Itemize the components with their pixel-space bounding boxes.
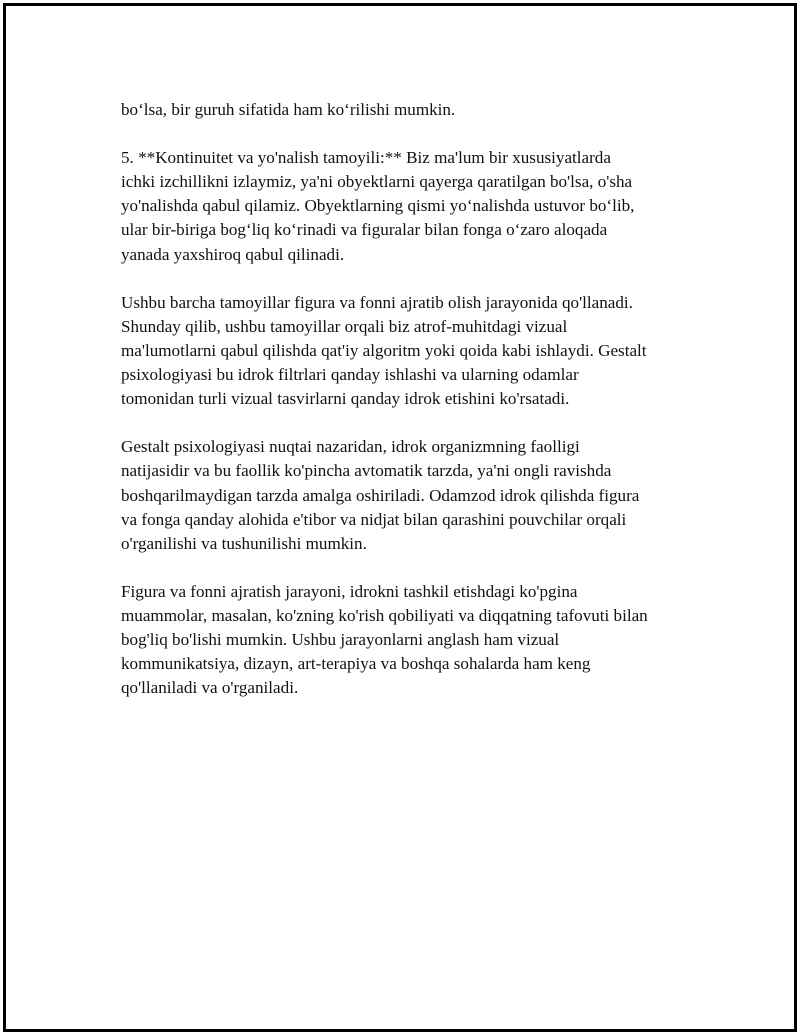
text-line: Gestalt psixologiyasi nuqtai nazaridan, idrok organizmning faolligi [121,437,580,457]
text-line: muammolar, masalan, ko'zning ko'rish qobiliyati va diqqatning tafovuti bilan [121,605,648,625]
paragraph-continuity-principle [121,146,701,266]
text-line: natijasidir va bu faollik ko'pincha avtomatik tarzda, ya'ni ongli ravishda [121,461,612,481]
paragraph-figure-ground-separation [121,580,701,700]
paragraph-continuation [121,98,701,122]
page-frame [3,3,797,1032]
text-line: ular bir-biriga bog‘liq ko‘rinadi va figuralar bilan fonga o‘zaro aloqada [121,220,608,240]
text-line: Figura va fonni ajratish jarayoni, idrokni tashkil etishdagi ko'pgina [121,581,578,601]
text-line: Shunday qilib, ushbu tamoyillar orqali biz atrof-muhitdagi vizual [121,316,568,336]
text-line: yo'nalishda qabul qilamiz. Obyektlarning qismi yo‘nalishda ustuvor bo‘lib, [121,196,635,216]
text-line: bo‘lsa, bir guruh sifatida ham ko‘rilishi mumkin. [121,100,456,119]
text-line: ichki izchillikni izlaymiz, ya'ni obyektlarni qayerga qaratilgan bo'lsa, o'sha [121,172,633,192]
text-line: psixologiyasi bu idrok filtrlari qanday ishlashi va ularning odamlar [121,365,579,385]
text-line: qo'llaniladi va o'rganiladi. [121,678,299,698]
text-line: Ushbu barcha tamoyillar figura va fonni ajratib olish jarayonida qo'llanadi. [121,292,633,312]
text-line: o'rganilishi va tushunilishi mumkin. [121,533,367,553]
text-line: yanada yaxshiroq qabul qilinadi. [121,244,345,264]
text-line: bog'liq bo'lishi mumkin. Ushbu jarayonlarni anglash ham vizual [121,630,560,650]
text-line: ma'lumotlarni qabul qilishda qat'iy algoritm yoki qoida kabi ishlaydi. Gestalt [121,340,647,360]
paragraph-principles-application [121,291,701,411]
text-line: boshqarilmaydigan tarzda amalga oshiriladi. Odamzod idrok qilishda figura [121,485,640,505]
document-body [121,98,701,724]
text-line: tomonidan turli vizual tasvirlarni qanday idrok etishini ko'rsatadi. [121,389,570,409]
text-line: kommunikatsiya, dizayn, art-terapiya va boshqa sohalarda ham keng [121,654,591,674]
text-line: va fonga qanday alohida e'tibor va nidjat bilan qarashini pouvchilar orqali [121,509,627,529]
paragraph-gestalt-perspective [121,435,701,555]
text-line: 5. **Kontinuitet va yo'nalish tamoyili:** Biz ma'lum bir xususiyatlarda [121,148,611,168]
